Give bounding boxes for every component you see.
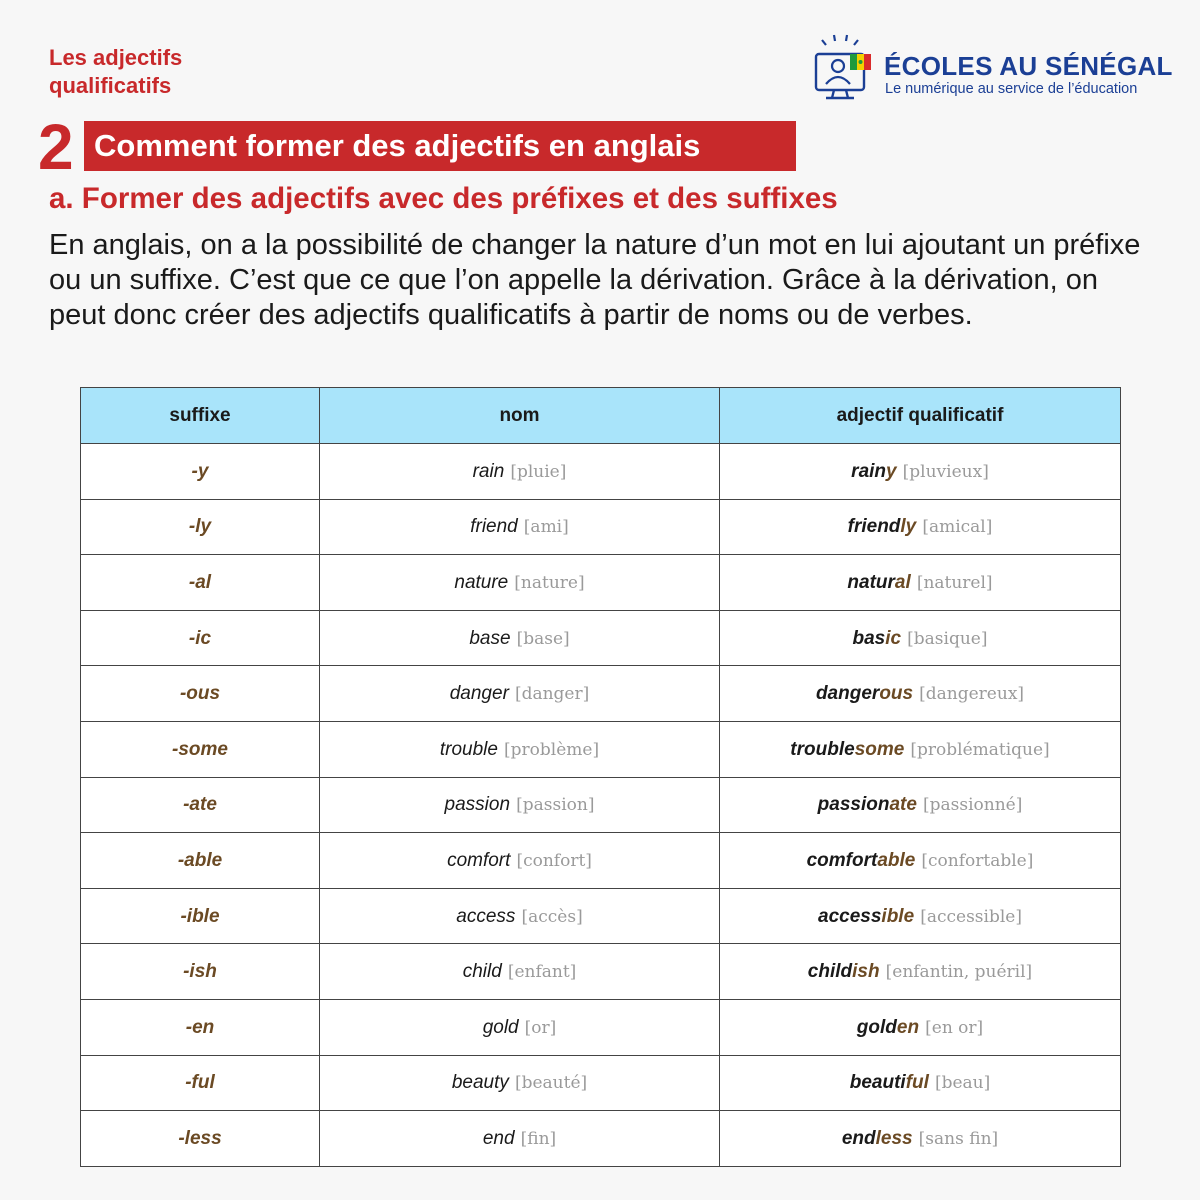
- table-row: [81, 444, 1121, 500]
- adjective-translation: [en or]: [925, 1017, 984, 1038]
- noun-translation: [or]: [524, 1017, 557, 1038]
- adjective-translation: [accessible]: [920, 906, 1022, 927]
- noun: access: [456, 905, 516, 927]
- table-row: [81, 777, 1121, 833]
- suffix-cell: [81, 610, 320, 666]
- noun: child: [462, 961, 502, 983]
- adjective-cell: [720, 999, 1121, 1055]
- adjective-cell: [720, 555, 1121, 611]
- noun-cell: [320, 444, 720, 500]
- adjective-suffix: en: [896, 1016, 920, 1038]
- adjective-suffix: ous: [879, 683, 914, 705]
- adjective-suffix: ible: [881, 905, 915, 927]
- adjective-stem: beauti: [849, 1072, 906, 1094]
- adjective-cell: [720, 499, 1121, 555]
- suffix-cell: [81, 999, 320, 1055]
- noun-translation: [enfant]: [507, 962, 577, 983]
- noun-translation: [accès]: [521, 906, 583, 927]
- suffix-cell: [81, 944, 320, 1000]
- table-row: [81, 888, 1121, 944]
- adjective-cell: [720, 721, 1121, 777]
- noun: comfort: [447, 849, 511, 871]
- adjective-translation: [enfantin, puéril]: [885, 962, 1033, 983]
- subheading: a. Former des adjectifs avec des préfixes et des suffixes: [49, 182, 838, 215]
- adjective-suffix: al: [894, 571, 911, 593]
- noun-cell: [320, 555, 720, 611]
- adjective-suffix: ic: [885, 627, 902, 649]
- suffix-cell: [81, 555, 320, 611]
- adjective-translation: [pluvieux]: [902, 461, 989, 482]
- noun-cell: [320, 944, 720, 1000]
- header-noun: nom: [320, 388, 720, 444]
- noun-cell: [320, 666, 720, 722]
- header-adjective: adjectif qualificatif: [720, 388, 1121, 444]
- suffix: -al: [188, 571, 212, 593]
- section-title: Comment former des adjectifs en anglais: [84, 121, 796, 171]
- suffix: -ly: [188, 516, 212, 538]
- suffix: -ish: [183, 961, 217, 983]
- suffix-cell: [81, 721, 320, 777]
- noun: rain: [472, 460, 505, 482]
- noun-cell: [320, 888, 720, 944]
- noun: gold: [482, 1016, 519, 1038]
- suffix-cell: [81, 888, 320, 944]
- adjective-suffix: ate: [889, 794, 917, 816]
- adjective-suffix: ly: [900, 516, 917, 538]
- adjective-suffix: some: [854, 738, 905, 760]
- noun: end: [482, 1127, 515, 1149]
- senegal-flag-icon: [850, 54, 871, 70]
- adjective-stem: access: [818, 905, 882, 927]
- noun: base: [469, 627, 511, 649]
- adjective-stem: friend: [847, 516, 901, 538]
- adjective-stem: comfort: [806, 849, 878, 871]
- header-suffix: suffixe: [81, 388, 320, 444]
- suffix: -ic: [188, 627, 212, 649]
- adjective-suffix: ful: [905, 1072, 929, 1094]
- table-row: [81, 1111, 1121, 1167]
- adjective-translation: [beau]: [934, 1073, 991, 1094]
- table-body: [81, 444, 1121, 1167]
- adjective-suffix: less: [875, 1127, 913, 1149]
- adjective-cell: [720, 833, 1121, 889]
- intro-paragraph: En anglais, on a la possibilité de changer la nature d’un mot en lui ajoutant un préfixe ou un suffixe. C’est que ce que l’on appelle la dérivation. Grâce à la dérivation, on peut donc créer des adjectifs qualificatifs à partir de noms ou de verbes.: [49, 229, 1141, 331]
- noun-translation: [problème]: [504, 739, 600, 760]
- adjective-cell: [720, 944, 1121, 1000]
- table-row: [81, 610, 1121, 666]
- noun-cell: [320, 777, 720, 833]
- adjective-cell: [720, 1055, 1121, 1111]
- noun: trouble: [439, 738, 498, 760]
- adjective-cell: [720, 666, 1121, 722]
- suffix: -y: [191, 460, 209, 482]
- noun-translation: [danger]: [514, 684, 590, 705]
- adjective-suffix: able: [877, 849, 916, 871]
- table-row: [81, 1055, 1121, 1111]
- suffix: -less: [178, 1127, 222, 1149]
- adjective-cell: [720, 777, 1121, 833]
- suffix-cell: [81, 777, 320, 833]
- table-row: [81, 944, 1121, 1000]
- noun-cell: [320, 999, 720, 1055]
- noun-cell: [320, 1055, 720, 1111]
- adjective-translation: [amical]: [922, 517, 993, 538]
- adjective-cell: [720, 1111, 1121, 1167]
- noun-cell: [320, 610, 720, 666]
- adjective-stem: end: [841, 1127, 876, 1149]
- adjective-suffix: y: [886, 460, 897, 482]
- noun-translation: [confort]: [516, 850, 592, 871]
- table-row: [81, 666, 1121, 722]
- suffix-cell: [81, 1111, 320, 1167]
- noun: nature: [454, 571, 509, 593]
- teacher-computer-icon: [812, 32, 878, 102]
- adjective-stem: danger: [815, 683, 880, 705]
- adjective-translation: [sans fin]: [918, 1128, 999, 1149]
- noun: passion: [444, 794, 511, 816]
- topic-title: Les adjectifs qualificatifs: [49, 45, 183, 98]
- adjective-cell: [720, 444, 1121, 500]
- noun-translation: [ami]: [523, 517, 569, 538]
- suffix: -some: [172, 738, 228, 760]
- noun-cell: [320, 833, 720, 889]
- suffix: -ate: [183, 794, 217, 816]
- suffix-cell: [81, 666, 320, 722]
- adjective-translation: [problématique]: [910, 739, 1050, 760]
- adjective-translation: [basique]: [907, 628, 988, 649]
- table-row: [81, 833, 1121, 889]
- adjective-translation: [confortable]: [921, 850, 1034, 871]
- noun-translation: [beauté]: [514, 1073, 588, 1094]
- adjective-translation: [naturel]: [916, 572, 993, 593]
- table-row: [81, 721, 1121, 777]
- adjective-stem: natur: [847, 571, 895, 593]
- adjective-stem: bas: [852, 627, 886, 649]
- adjective-stem: child: [807, 961, 853, 983]
- noun-translation: [pluie]: [510, 461, 567, 482]
- adjective-stem: rain: [851, 460, 887, 482]
- section-number: 2: [38, 111, 74, 183]
- noun-cell: [320, 1111, 720, 1167]
- noun-translation: [fin]: [520, 1128, 557, 1149]
- adjective-stem: trouble: [790, 738, 855, 760]
- table-row: [81, 999, 1121, 1055]
- suffix: -ous: [179, 683, 221, 705]
- noun-translation: [nature]: [514, 572, 585, 593]
- noun: danger: [449, 683, 509, 705]
- adjective-stem: gold: [856, 1016, 897, 1038]
- adjective-translation: [dangereux]: [919, 684, 1025, 705]
- noun: friend: [470, 516, 518, 538]
- table-row: [81, 555, 1121, 611]
- noun-cell: [320, 499, 720, 555]
- suffix: -able: [177, 849, 223, 871]
- adjective-cell: [720, 888, 1121, 944]
- ecoles-au-senegal-logo: [812, 32, 1173, 102]
- noun-translation: [passion]: [516, 795, 595, 816]
- noun-cell: [320, 721, 720, 777]
- suffix-cell: [81, 1055, 320, 1111]
- noun-translation: [base]: [516, 628, 570, 649]
- noun: beauty: [451, 1072, 509, 1094]
- adjective-stem: passion: [817, 794, 890, 816]
- suffix-cell: [81, 499, 320, 555]
- suffix: -en: [185, 1016, 215, 1038]
- logo-name: ÉCOLES AU SÉNÉGAL: [884, 51, 1173, 81]
- suffix: -ful: [185, 1072, 215, 1094]
- table-row: [81, 499, 1121, 555]
- suffix-cell: [81, 444, 320, 500]
- suffix-table: [80, 387, 1121, 1167]
- suffix: -ible: [180, 905, 220, 927]
- adjective-suffix: ish: [852, 961, 880, 983]
- logo-tagline: Le numérique au service de l’éducation: [885, 81, 1138, 97]
- adjective-cell: [720, 610, 1121, 666]
- suffix-cell: [81, 833, 320, 889]
- table-header-row: [81, 388, 1121, 444]
- adjective-translation: [passionné]: [922, 795, 1023, 816]
